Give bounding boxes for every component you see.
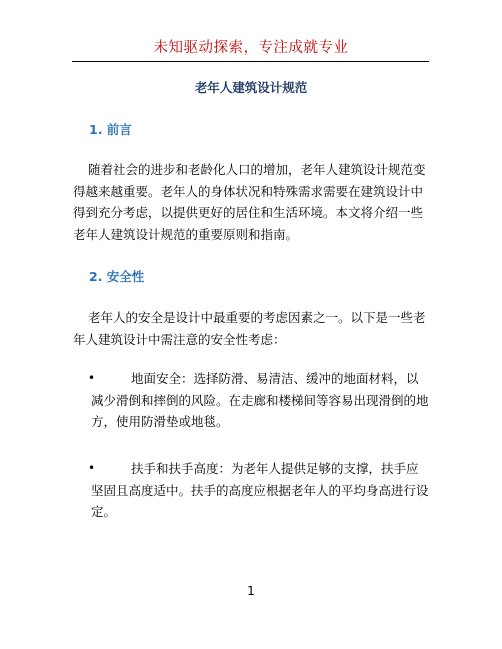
page-number: 1 [247, 584, 255, 598]
section-heading-safety: 2. 安全性 [89, 269, 145, 284]
bullet-dot-icon: • [88, 371, 96, 385]
document-title: 老年人建筑设计规范 [194, 80, 308, 95]
preface-paragraph: 随着社会的进步和老龄化人口的增加，老年人建筑设计规范变得越来越重要。老年人的身体状况和特殊需求需要在建筑设计中得到充分考虑，以提供更好的居住和生活环境。本文将介绍一些老年人建筑设计规范的重要原则和指南。 [73, 162, 426, 242]
safety-paragraph: 老年人的安全是设计中最重要的考虑因素之一。以下是一些老年人建筑设计中需注意的安全性考虑： [73, 310, 426, 347]
header-divider [72, 61, 429, 62]
section-heading-preface: 1. 前言 [89, 122, 132, 137]
bullet-text-floor-safety: 地面安全：选择防滑、易清洁、缓冲的地面材料，以减少滑倒和摔倒的风险。在走廊和楼梯间等容易出现滑倒的地方，使用防滑垫或地毯。 [91, 371, 429, 429]
page-header: 未知驱动探索，专注成就专业 [153, 40, 349, 56]
bullet-text-handrail: 扶手和扶手高度：为老年人提供足够的支撑，扶手应坚固且高度适中。扶手的高度应根据老年人的平均身高进行设定。 [91, 461, 429, 519]
bullet-item-handrail [88, 458, 430, 523]
bullet-item-floor-safety [88, 368, 430, 433]
bullet-dot-icon: • [88, 461, 96, 475]
